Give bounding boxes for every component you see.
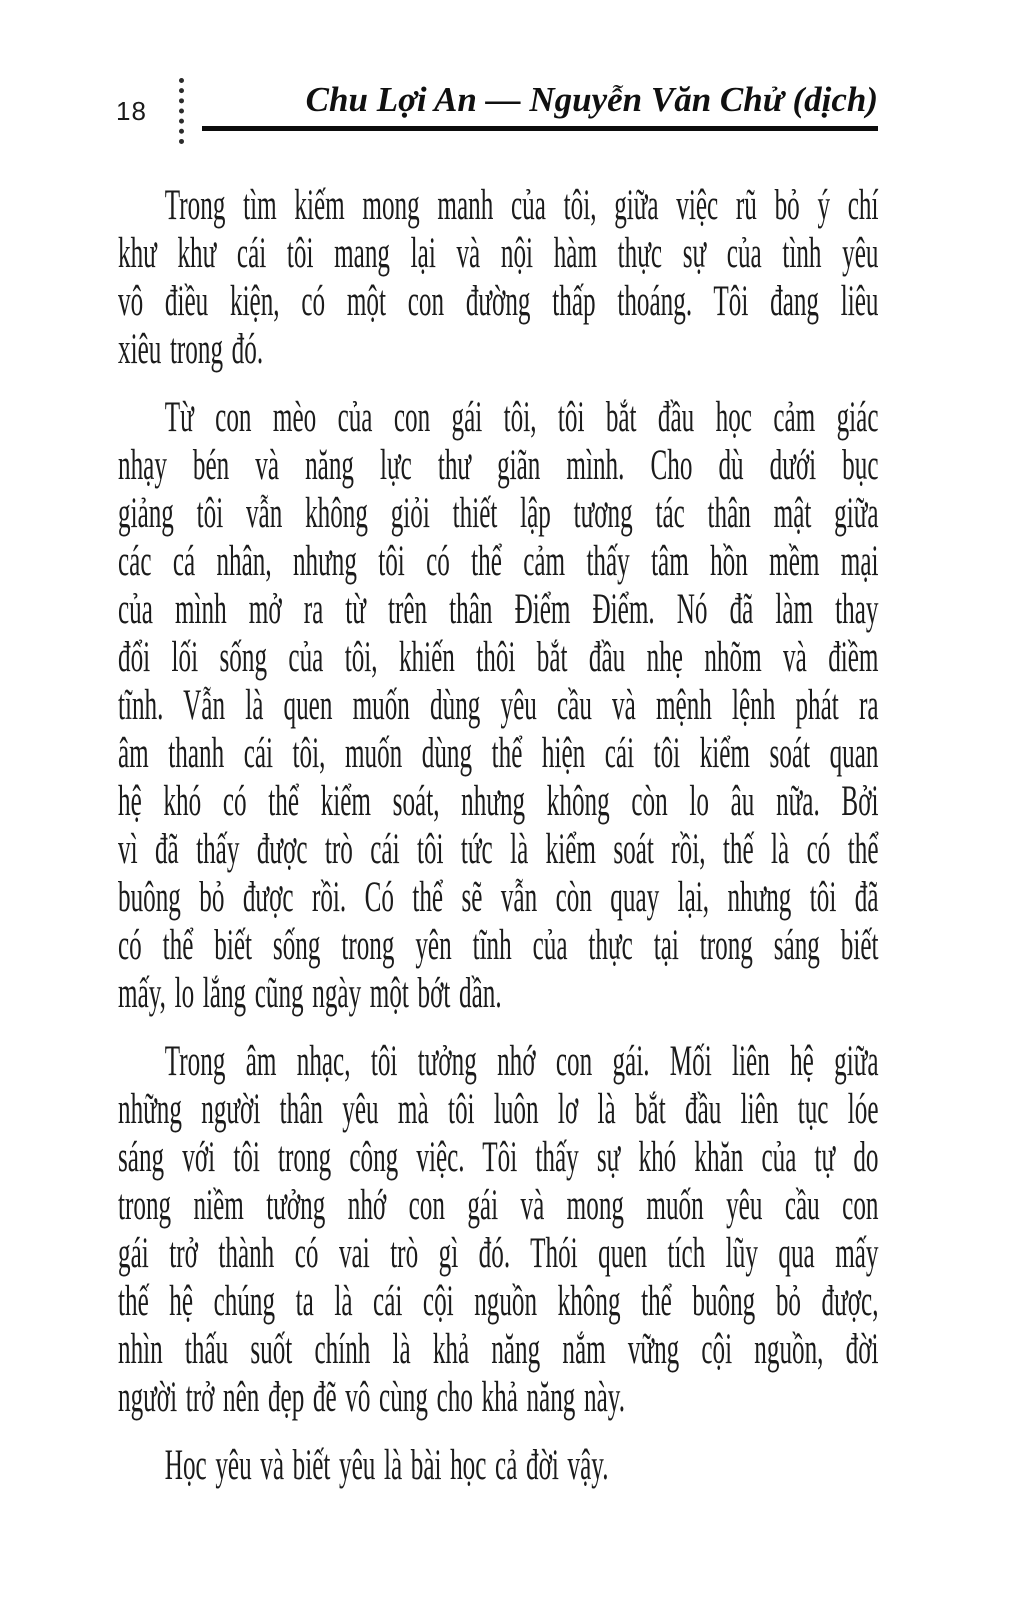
text-line: mấy, lo lắng cũng ngày một bớt dần. — [118, 970, 502, 1017]
text-line: buông bỏ được rồi. Có thể sẽ vẫn còn quay lại, nhưng tôi đã — [118, 874, 879, 921]
running-head-title: Chu Lợi An — Nguyễn Văn Chử (dịch) — [305, 80, 878, 119]
text-line: Trong tìm kiếm mong manh của tôi, giữa việc rũ bỏ ý chí — [164, 182, 879, 229]
page-body — [118, 182, 879, 1510]
text-line: vì đã thấy được trò cái tôi tức là kiểm soát rồi, thế là có thể — [118, 826, 879, 873]
text-line: của mình mở ra từ trên thân Điểm Điểm. Nó đã làm thay — [118, 586, 879, 633]
text-line: nhạy bén và năng lực thư giãn mình. Cho dù dưới bục — [118, 442, 879, 489]
text-line: đổi lối sống của tôi, khiến thôi bắt đầu nhẹ nhõm và điềm — [118, 634, 879, 681]
paragraph — [118, 182, 879, 374]
chain-divider — [179, 78, 184, 144]
text-line: tĩnh. Vẫn là quen muốn dùng yêu cầu và mệnh lệnh phát ra — [118, 682, 879, 729]
text-line: Trong âm nhạc, tôi tưởng nhớ con gái. Mối liên hệ giữa — [164, 1038, 879, 1085]
text-line: các cá nhân, nhưng tôi có thể cảm thấy tâm hồn mềm mại — [118, 538, 879, 585]
text-line: nhìn thấu suốt chính là khả năng nắm vững cội nguồn, đời — [118, 1326, 879, 1373]
text-line: gái trở thành có vai trò gì đó. Thói quen tích lũy qua mấy — [118, 1230, 879, 1277]
header-rule — [202, 126, 878, 131]
text-line: âm thanh cái tôi, muốn dùng thể hiện cái tôi kiểm soát quan — [118, 730, 879, 777]
text-line: trong niềm tưởng nhớ con gái và mong muốn yêu cầu con — [118, 1182, 879, 1229]
text-line: xiêu trong đó. — [118, 326, 264, 373]
text-line: khư khư cái tôi mang lại và nội hàm thực sự của tình yêu — [118, 230, 879, 277]
paragraph — [118, 1038, 879, 1422]
text-line: hệ khó có thể kiểm soát, nhưng không còn lo âu nữa. Bởi — [118, 778, 879, 825]
paragraph — [118, 1442, 879, 1490]
text-line: Học yêu và biết yêu là bài học cả đời vậy. — [164, 1442, 609, 1489]
text-line: có thể biết sống trong yên tĩnh của thực tại trong sáng biết — [118, 922, 879, 969]
text-line: người trở nên đẹp đẽ vô cùng cho khả năng này. — [118, 1374, 625, 1421]
page-number: 18 — [116, 96, 147, 126]
text-line: sáng với tôi trong công việc. Tôi thấy sự khó khăn của tự do — [118, 1134, 879, 1181]
text-line: những người thân yêu mà tôi luôn lơ là bắt đầu liên tục lóe — [118, 1086, 879, 1133]
text-line: Từ con mèo của con gái tôi, tôi bắt đầu học cảm giác — [164, 394, 879, 441]
paragraph — [118, 394, 879, 1018]
text-line: vô điều kiện, có một con đường thấp thoáng. Tôi đang liêu — [118, 278, 879, 325]
text-line: thế hệ chúng ta là cái cội nguồn không thể buông bỏ được, — [118, 1278, 879, 1325]
text-line: giảng tôi vẫn không giỏi thiết lập tương tác thân mật giữa — [118, 490, 879, 537]
